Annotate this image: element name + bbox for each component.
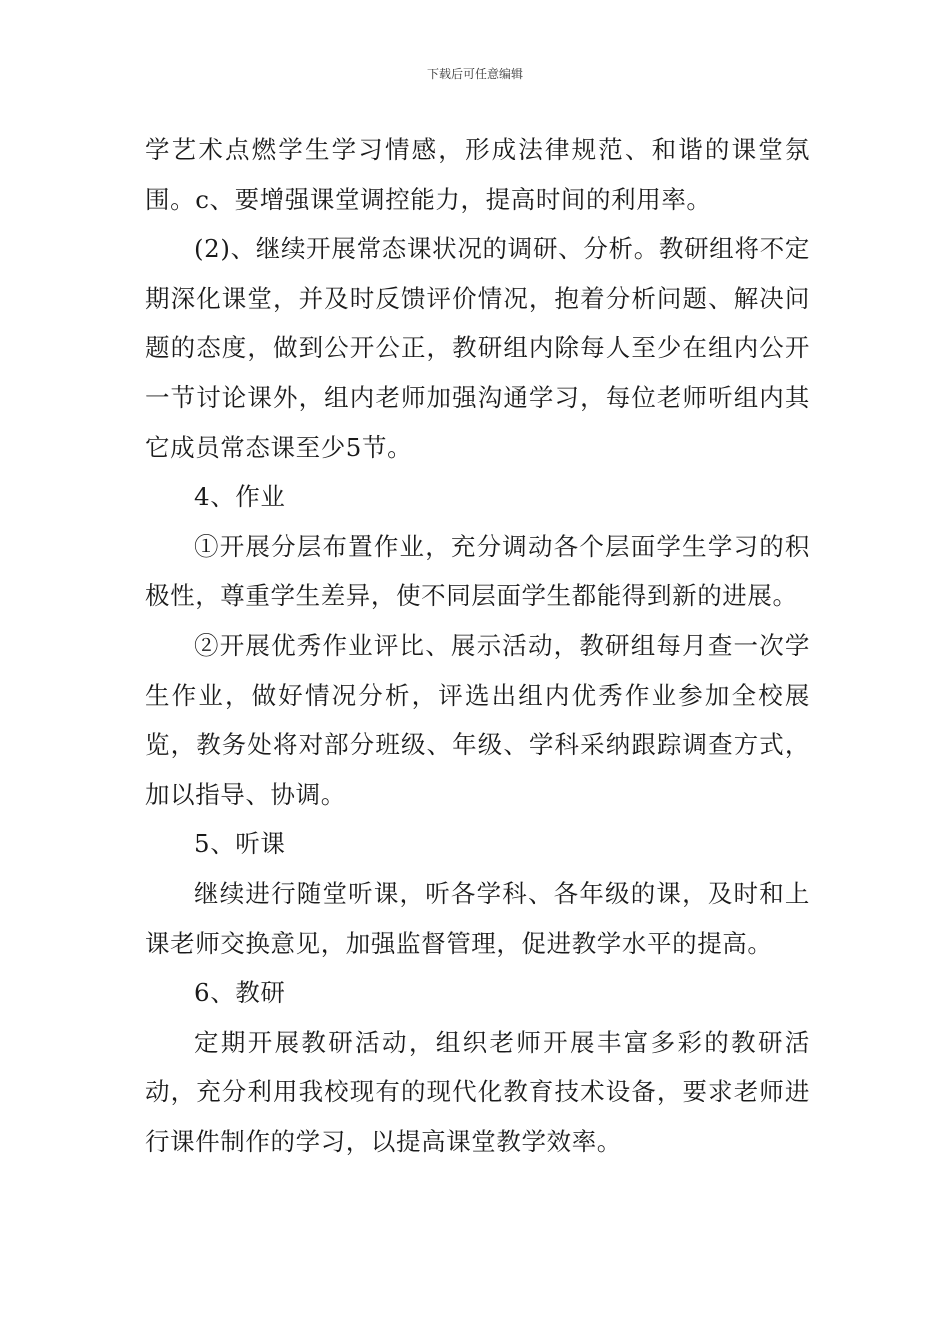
section-heading-teaching-research: 6、教研: [194, 978, 286, 1008]
page-header: 下载后可任意编辑: [426, 67, 523, 81]
paragraph-1: 学艺术点燃学生学习情感，形成法律规范、和谐的课堂氛围。c、要增强课堂调控能力，提高时间的利用率。: [145, 135, 810, 214]
paragraph-teaching-research: 定期开展教研活动，组织老师开展丰富多彩的教研活动，充分利用我校现有的现代化教育技术设备，要求老师进行课件制作的学习，以提高课堂教学效率。: [145, 1027, 810, 1156]
paragraph-homework-1: ①开展分层布置作业，充分调动各个层面学生学习的积极性，尊重学生差异，使不同层面学生都能得到新的进展。: [145, 531, 810, 611]
paragraph-2: (2)、继续开展常态课状况的调研、分析。教研组将不定期深化课堂，并及时反馈评价情况，抱着分析问题、解决问题的态度，做到公开公正，教研组内除每人至少在组内公开一节讨论课外，组内老师加强沟通学习，每位老师听组内其它成员常态课至少5节。: [145, 234, 810, 462]
paragraph-lesson-observation: 继续进行随堂听课，听各学科、各年级的课，及时和上课老师交换意见，加强监督管理，促进教学水平的提高。: [145, 878, 810, 958]
paragraph-homework-2: ②开展优秀作业评比、展示活动，教研组每月查一次学生作业，做好情况分析，评选出组内优秀作业参加全校展览，教务处将对部分班级、年级、学科采纳跟踪调查方式，加以指导、协调。: [145, 630, 810, 809]
section-heading-homework: 4、作业: [194, 482, 286, 512]
document-body: [145, 125, 810, 1166]
section-heading-lesson-observation: 5、听课: [194, 829, 286, 859]
